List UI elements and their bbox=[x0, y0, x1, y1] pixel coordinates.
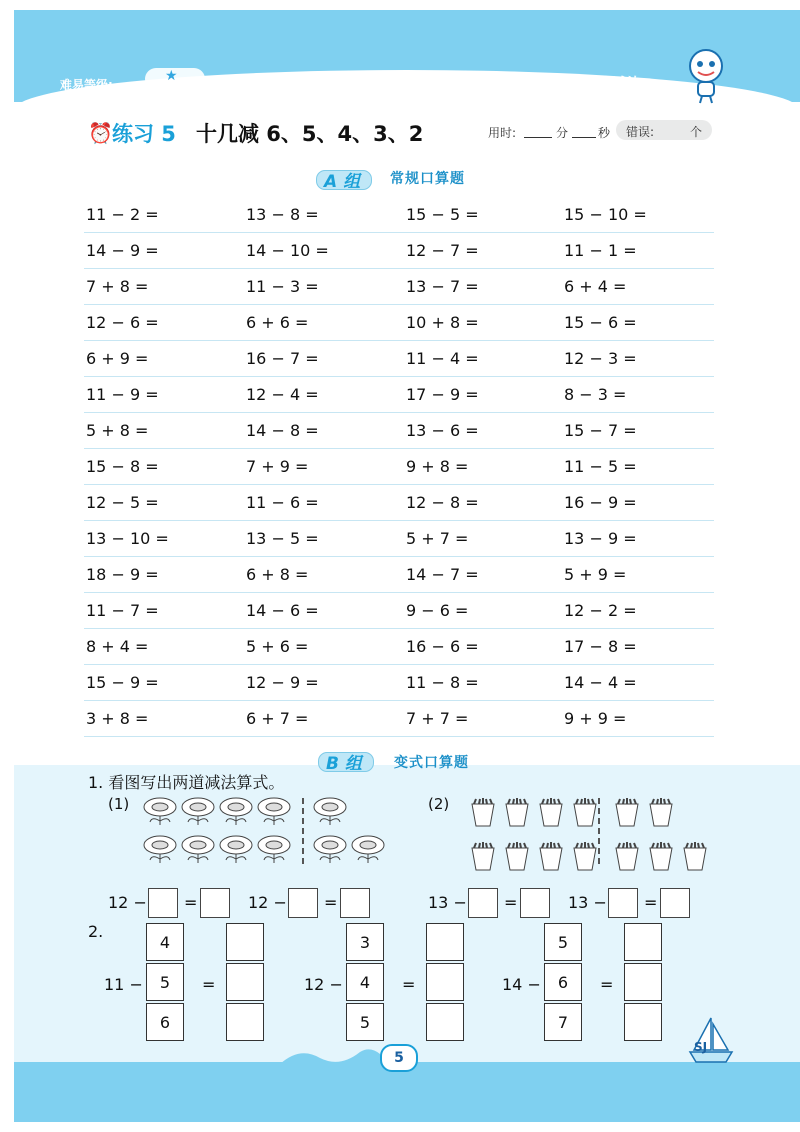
group-a-title: 常规口算题 bbox=[390, 171, 465, 187]
arithmetic-problem: 11 − 6 = bbox=[246, 493, 319, 512]
row-divider bbox=[84, 520, 714, 521]
group-b-title: 变式口算题 bbox=[394, 755, 469, 771]
question-2-label: 2. bbox=[88, 922, 104, 941]
subtrahend-cell: 6 bbox=[544, 963, 582, 1001]
equals-sign: = bbox=[202, 975, 216, 994]
row-divider bbox=[84, 628, 714, 629]
arithmetic-problem: 12 − 9 = bbox=[246, 673, 319, 692]
arithmetic-problem: 13 − 8 = bbox=[246, 205, 319, 224]
arithmetic-problem: 17 − 9 = bbox=[406, 385, 479, 404]
arithmetic-problem: 5 + 9 = bbox=[564, 565, 627, 584]
arithmetic-problem: 11 − 3 = bbox=[246, 277, 319, 296]
arithmetic-problem: 9 + 9 = bbox=[564, 709, 627, 728]
star-icon: ★ bbox=[165, 68, 178, 84]
wave-icon bbox=[280, 1044, 380, 1066]
equals-sign: = bbox=[504, 893, 518, 912]
answer-box[interactable] bbox=[340, 888, 370, 918]
arithmetic-problem: 17 − 8 = bbox=[564, 637, 637, 656]
row-divider bbox=[84, 304, 714, 305]
arithmetic-problem: 6 + 6 = bbox=[246, 313, 309, 332]
arithmetic-problem: 12 − 7 = bbox=[406, 241, 479, 260]
row-divider bbox=[84, 268, 714, 269]
arithmetic-problem: 7 + 8 = bbox=[86, 277, 149, 296]
arithmetic-problem: 12 − 2 = bbox=[564, 601, 637, 620]
group-a-letter: A 组 bbox=[324, 172, 361, 192]
arithmetic-problem: 11 − 2 = bbox=[86, 205, 159, 224]
flower-icon bbox=[312, 796, 348, 826]
row-divider bbox=[84, 736, 714, 737]
arithmetic-problem: 15 − 8 = bbox=[86, 457, 159, 476]
arithmetic-problem: 16 − 7 = bbox=[246, 349, 319, 368]
arithmetic-problem: 9 − 6 = bbox=[406, 601, 469, 620]
time-label: 用时: bbox=[488, 126, 517, 140]
arithmetic-problem: 14 − 8 = bbox=[246, 421, 319, 440]
row-divider bbox=[84, 376, 714, 377]
arithmetic-problem: 11 − 9 = bbox=[86, 385, 159, 404]
row-divider bbox=[84, 412, 714, 413]
arithmetic-problem: 12 − 4 = bbox=[246, 385, 319, 404]
subtrahend-cell: 4 bbox=[346, 963, 384, 1001]
arithmetic-problem: 13 − 9 = bbox=[564, 529, 637, 548]
subtrahend-cell: 5 bbox=[346, 1003, 384, 1041]
row-divider bbox=[84, 484, 714, 485]
difficulty-label: 难易等级: bbox=[60, 78, 113, 92]
row-divider bbox=[84, 232, 714, 233]
arithmetic-problem: 9 + 8 = bbox=[406, 457, 469, 476]
arithmetic-problem: 7 + 7 = bbox=[406, 709, 469, 728]
equals-sign: = bbox=[600, 975, 614, 994]
flower-icon bbox=[218, 796, 254, 826]
subtrahend-cell: 4 bbox=[146, 923, 184, 961]
flower-icon bbox=[256, 834, 292, 864]
fries-icon bbox=[646, 798, 676, 828]
answer-cell[interactable] bbox=[226, 963, 264, 1001]
arithmetic-problem: 14 − 6 = bbox=[246, 601, 319, 620]
column-minuend: 14 − bbox=[502, 975, 541, 994]
exercise-number: 练习 5 bbox=[112, 122, 176, 146]
answer-box[interactable] bbox=[608, 888, 638, 918]
question-1-label: 1. 看图写出两道减法算式。 bbox=[88, 773, 285, 792]
flower-icon bbox=[142, 834, 178, 864]
arithmetic-problem: 8 − 3 = bbox=[564, 385, 627, 404]
part-1-label: (1) bbox=[108, 795, 130, 813]
row-divider bbox=[84, 556, 714, 557]
fries-icon bbox=[536, 798, 566, 828]
fries-icon bbox=[570, 798, 600, 828]
arithmetic-problem: 13 − 6 = bbox=[406, 421, 479, 440]
fries-icon bbox=[680, 842, 710, 872]
arithmetic-problem: 10 + 8 = bbox=[406, 313, 479, 332]
logo-text: SJ bbox=[694, 1040, 708, 1054]
flower-icon bbox=[218, 834, 254, 864]
equals-sign: = bbox=[324, 893, 338, 912]
fries-icon bbox=[536, 842, 566, 872]
answer-cell[interactable] bbox=[426, 1003, 464, 1041]
blank-minuend: 12 − bbox=[108, 893, 147, 912]
answer-cell[interactable] bbox=[226, 1003, 264, 1041]
arithmetic-problem: 6 + 7 = bbox=[246, 709, 309, 728]
answer-cell[interactable] bbox=[624, 923, 662, 961]
minutes-blank[interactable] bbox=[524, 137, 552, 138]
arithmetic-problem: 5 + 7 = bbox=[406, 529, 469, 548]
arithmetic-problem: 6 + 9 = bbox=[86, 349, 149, 368]
fries-icon bbox=[612, 842, 642, 872]
row-divider bbox=[84, 448, 714, 449]
subtrahend-cell: 7 bbox=[544, 1003, 582, 1041]
arithmetic-problem: 13 − 7 = bbox=[406, 277, 479, 296]
arithmetic-problem: 13 − 5 = bbox=[246, 529, 319, 548]
arithmetic-problem: 15 − 6 = bbox=[564, 313, 637, 332]
blank-minuend: 13 − bbox=[568, 893, 607, 912]
part-2-label: (2) bbox=[428, 795, 450, 813]
arithmetic-problem: 15 − 7 = bbox=[564, 421, 637, 440]
answer-box[interactable] bbox=[520, 888, 550, 918]
blank-minuend: 12 − bbox=[248, 893, 287, 912]
row-divider bbox=[84, 664, 714, 665]
answer-cell[interactable] bbox=[624, 1003, 662, 1041]
arithmetic-problem: 5 + 8 = bbox=[86, 421, 149, 440]
arithmetic-problem: 6 + 8 = bbox=[246, 565, 309, 584]
arithmetic-problem: 8 + 4 = bbox=[86, 637, 149, 656]
answer-cell[interactable] bbox=[624, 963, 662, 1001]
exercise-title: 十几减 6、5、4、3、2 bbox=[196, 122, 424, 146]
minute-label: 分 bbox=[556, 126, 569, 140]
arithmetic-problem: 14 − 4 = bbox=[564, 673, 637, 692]
fries-icon bbox=[468, 798, 498, 828]
arithmetic-problem: 18 − 9 = bbox=[86, 565, 159, 584]
arithmetic-problem: 13 − 10 = bbox=[86, 529, 169, 548]
arithmetic-problem: 14 − 9 = bbox=[86, 241, 159, 260]
flower-icon bbox=[256, 796, 292, 826]
arithmetic-problem: 12 − 5 = bbox=[86, 493, 159, 512]
arithmetic-problem: 7 + 9 = bbox=[246, 457, 309, 476]
arithmetic-problem: 14 − 10 = bbox=[246, 241, 329, 260]
arithmetic-problem: 11 − 7 = bbox=[86, 601, 159, 620]
column-minuend: 12 − bbox=[304, 975, 343, 994]
flower-icon bbox=[312, 834, 348, 864]
column-minuend: 11 − bbox=[104, 975, 143, 994]
group-b-letter: B 组 bbox=[326, 754, 362, 774]
alarm-clock-icon: ⏰ bbox=[88, 121, 113, 145]
answer-box[interactable] bbox=[200, 888, 230, 918]
blank-minuend: 13 − bbox=[428, 893, 467, 912]
row-divider bbox=[84, 700, 714, 701]
second-label: 秒 bbox=[598, 126, 611, 140]
unit-title: 第一单元 20 以内的退位减法 bbox=[456, 76, 642, 91]
subtrahend-cell: 5 bbox=[544, 923, 582, 961]
equals-sign: = bbox=[402, 975, 416, 994]
arithmetic-problem: 12 − 3 = bbox=[564, 349, 637, 368]
fries-icon bbox=[612, 798, 642, 828]
arithmetic-problem: 12 − 6 = bbox=[86, 313, 159, 332]
arithmetic-problem: 14 − 7 = bbox=[406, 565, 479, 584]
fries-icon bbox=[570, 842, 600, 872]
fries-icon bbox=[646, 842, 676, 872]
row-divider bbox=[84, 592, 714, 593]
flower-icon bbox=[180, 796, 216, 826]
error-unit: 个 bbox=[690, 125, 703, 139]
arithmetic-problem: 15 − 10 = bbox=[564, 205, 647, 224]
answer-cell[interactable] bbox=[226, 923, 264, 961]
arithmetic-problem: 16 − 9 = bbox=[564, 493, 637, 512]
divider-1 bbox=[302, 798, 304, 864]
flower-icon bbox=[180, 834, 216, 864]
flower-icon bbox=[350, 834, 386, 864]
arithmetic-problem: 3 + 8 = bbox=[86, 709, 149, 728]
subtrahend-cell: 3 bbox=[346, 923, 384, 961]
answer-box[interactable] bbox=[288, 888, 318, 918]
fries-icon bbox=[502, 842, 532, 872]
subtrahend-cell: 5 bbox=[146, 963, 184, 1001]
row-divider bbox=[84, 340, 714, 341]
answer-box[interactable] bbox=[660, 888, 690, 918]
arithmetic-problem: 6 + 4 = bbox=[564, 277, 627, 296]
answer-cell[interactable] bbox=[426, 963, 464, 1001]
answer-box[interactable] bbox=[468, 888, 498, 918]
arithmetic-problem: 15 − 5 = bbox=[406, 205, 479, 224]
arithmetic-problem: 5 + 6 = bbox=[246, 637, 309, 656]
arithmetic-problem: 11 − 8 = bbox=[406, 673, 479, 692]
arithmetic-problem: 11 − 1 = bbox=[564, 241, 637, 260]
arithmetic-problem: 16 − 6 = bbox=[406, 637, 479, 656]
arithmetic-problem: 12 − 8 = bbox=[406, 493, 479, 512]
fries-icon bbox=[468, 842, 498, 872]
seconds-blank[interactable] bbox=[572, 137, 596, 138]
equals-sign: = bbox=[184, 893, 198, 912]
answer-cell[interactable] bbox=[426, 923, 464, 961]
mascot-icon bbox=[682, 46, 730, 104]
answer-box[interactable] bbox=[148, 888, 178, 918]
flower-icon bbox=[142, 796, 178, 826]
equals-sign: = bbox=[644, 893, 658, 912]
subtrahend-cell: 6 bbox=[146, 1003, 184, 1041]
error-label: 错误: bbox=[626, 125, 655, 139]
fries-icon bbox=[502, 798, 532, 828]
page-number: 5 bbox=[380, 1044, 418, 1072]
arithmetic-problem: 11 − 4 = bbox=[406, 349, 479, 368]
arithmetic-problem: 11 − 5 = bbox=[564, 457, 637, 476]
arithmetic-problem: 15 − 9 = bbox=[86, 673, 159, 692]
